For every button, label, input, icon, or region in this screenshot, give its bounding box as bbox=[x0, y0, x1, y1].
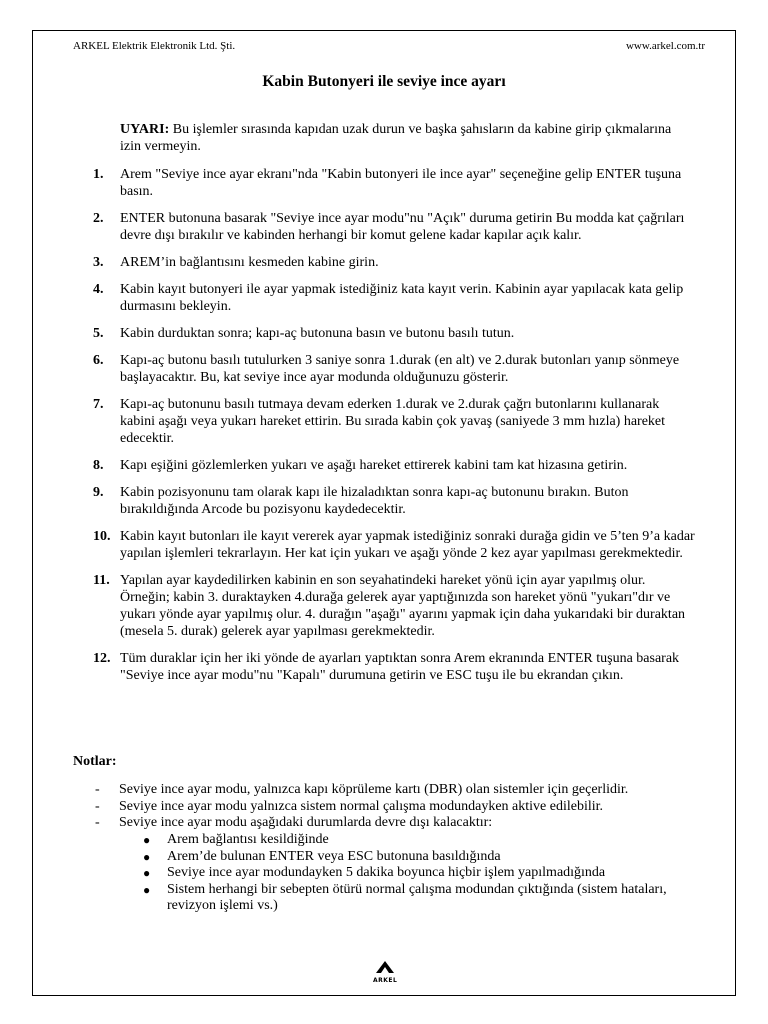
step-number: 5. bbox=[93, 326, 104, 341]
step-text: ENTER butonuna basarak "Seviye ince ayar modu"nu "Açık" duruma getirin Bu modda kat çağrıları devre dışı bırakılır ve kabinden herhangi bir komut gelene kadar kapılar açık kalır. bbox=[120, 211, 685, 243]
step-number: 9. bbox=[93, 485, 104, 500]
header-website: www.arkel.com.tr bbox=[625, 40, 705, 52]
warning-text: Bu işlemler sırasında kapıdan uzak durun ve başka şahısların da kabine girip çıkmalarına izin vermeyin. bbox=[120, 122, 672, 154]
step-text: Tüm duraklar için her iki yönde de ayarları yaptıktan sonra Arem ekranında ENTER tuşuna basarak "Seviye ince ayar modu"nu "Kapalı" durumuna getirin ve ESC tuşu ile bu ekrandan çıkın. bbox=[120, 651, 680, 683]
step-item bbox=[93, 528, 703, 562]
sub-note-item bbox=[143, 882, 683, 915]
note-item bbox=[95, 799, 715, 816]
bullet-icon: ● bbox=[143, 882, 151, 897]
step-text: Kapı-aç butonunu basılı tutmaya devam ederken 1.durak ve 2.durak çağrı butonlarını kullanarak kabini aşağı veya yukarı hareket ettirin. Bu sırada kabin çok yavaş (saniyede 3 mm hızla) hareket edecektir. bbox=[120, 397, 666, 446]
step-item bbox=[93, 650, 703, 684]
step-item bbox=[93, 352, 703, 386]
sub-note-text: Arem bağlantısı kesildiğinde bbox=[167, 832, 329, 847]
sub-note-text: Sistem herhangi bir sebepten ötürü normal çalışma modundan çıktığında (sistem hataları, revizyon işlemi vs.) bbox=[167, 881, 667, 913]
step-number: 6. bbox=[93, 353, 104, 368]
sub-note-item bbox=[143, 832, 683, 849]
header-company: ARKEL Elektrik Elektronik Ltd. Şti. bbox=[73, 40, 236, 52]
step-item bbox=[93, 166, 703, 200]
bullet-icon: ● bbox=[143, 866, 151, 880]
step-number: 11. bbox=[93, 573, 110, 588]
step-item bbox=[93, 281, 703, 315]
sub-note-text: Arem’de bulunan ENTER veya ESC butonuna basıldığında bbox=[167, 848, 501, 864]
note-item bbox=[95, 782, 715, 799]
warning-label: UYARI: bbox=[120, 122, 170, 137]
note-text: Seviye ince ayar modu yalnızca sistem normal çalışma modundayken aktive edilebilir. bbox=[119, 798, 604, 814]
step-text: Kabin kayıt butonyeri ile ayar yapmak istediğiniz kata kayıt verin. Kabinin ayar yapılacak kata gelip durmasını bekleyin. bbox=[120, 282, 684, 314]
step-number: 12. bbox=[93, 651, 111, 666]
arkel-logo-icon bbox=[375, 960, 395, 974]
note-text: Seviye ince ayar modu, yalnızca kapı köprüleme kartı (DBR) olan sistemler için geçerlidir. bbox=[119, 782, 629, 797]
step-number: 2. bbox=[93, 211, 104, 226]
step-text: Kabin durduktan sonra; kapı-aç butonuna basın ve butonu basılı tutun. bbox=[120, 326, 515, 341]
document-title: Kabin Butonyeri ile seviye ince ayarı bbox=[262, 73, 506, 90]
step-item bbox=[93, 325, 703, 342]
logo-text: ARKEL bbox=[373, 977, 398, 984]
footer-logo bbox=[373, 960, 397, 984]
step-item bbox=[93, 210, 703, 244]
notes-title: Notlar: bbox=[73, 754, 117, 769]
step-item bbox=[93, 254, 703, 271]
steps-list bbox=[93, 166, 703, 694]
step-number: 4. bbox=[93, 282, 104, 297]
step-number: 7. bbox=[93, 397, 104, 412]
sub-note-text: Seviye ince ayar modundayken 5 dakika boyunca hiçbir işlem yapılmadığında bbox=[167, 865, 606, 880]
step-item bbox=[93, 572, 703, 640]
step-text: Arem "Seviye ince ayar ekranı"nda "Kabin butonyeri ile ince ayar" seçeneğine gelip ENTER tuşuna basın. bbox=[120, 167, 682, 199]
step-item bbox=[93, 484, 703, 518]
notes-list bbox=[95, 782, 715, 832]
bullet-icon: ● bbox=[143, 849, 151, 864]
step-text: Kapı-aç butonu basılı tutulurken 3 saniye sonra 1.durak (en alt) ve 2.durak butonları yanıp sönmeye başlayacaktır. Bu, kat seviye ince ayar modunda olduğunuzu gösterir. bbox=[120, 353, 680, 385]
notes-sub-list bbox=[143, 832, 683, 915]
step-text: Kabin kayıt butonları ile kayıt vererek ayar yapmak istediğiniz sonraki durağa gidin ve 5’ten 9’a kadar yapılan işlemleri tekrarlayın. Her kat için yukarı ve aşağı yönde 2 kez ayar yapılması gerekmektedir. bbox=[120, 529, 695, 561]
step-text: Yapılan ayar kaydedilirken kabinin en son seyahatindeki hareket yönü için ayar yapılmış olur. Örneğin; kabin 3. duraktayken 4.durağa gelerek ayar yaptığınızda son hareket yönü "yukarı"dır ve yukarı yönde ayar yapılmış olur. 4. durağın "aşağı" ayarını yapmak için daha yukarıdaki bir duraktan (mesela 5. durak) gelerek ayar yapılması gerekmektedir. bbox=[120, 573, 686, 639]
step-number: 3. bbox=[93, 255, 104, 270]
sub-note-item bbox=[143, 849, 683, 866]
dash-marker: - bbox=[95, 782, 100, 797]
step-number: 10. bbox=[93, 529, 111, 544]
step-item bbox=[93, 457, 703, 474]
sub-note-item bbox=[143, 865, 683, 882]
note-text: Seviye ince ayar modu aşağıdaki durumlarda devre dışı kalacaktır: bbox=[119, 815, 493, 830]
step-number: 1. bbox=[93, 167, 104, 182]
step-text: AREM’in bağlantısını kesmeden kabine girin. bbox=[120, 255, 379, 270]
dash-marker: - bbox=[95, 815, 100, 830]
step-number: 8. bbox=[93, 458, 104, 473]
dash-marker: - bbox=[95, 798, 100, 814]
note-item bbox=[95, 815, 715, 832]
step-text: Kapı eşiğini gözlemlerken yukarı ve aşağı hareket ettirerek kabini tam kat hizasına getirin. bbox=[120, 458, 628, 473]
step-item bbox=[93, 396, 703, 447]
warning-paragraph bbox=[120, 121, 680, 155]
bullet-icon: ● bbox=[143, 833, 151, 847]
step-text: Kabin pozisyonunu tam olarak kapı ile hizaladıktan sonra kapı-aç butonunu bırakın. Buton bırakıldığında Arcode bu pozisyonu kaydedecektir. bbox=[120, 485, 629, 517]
